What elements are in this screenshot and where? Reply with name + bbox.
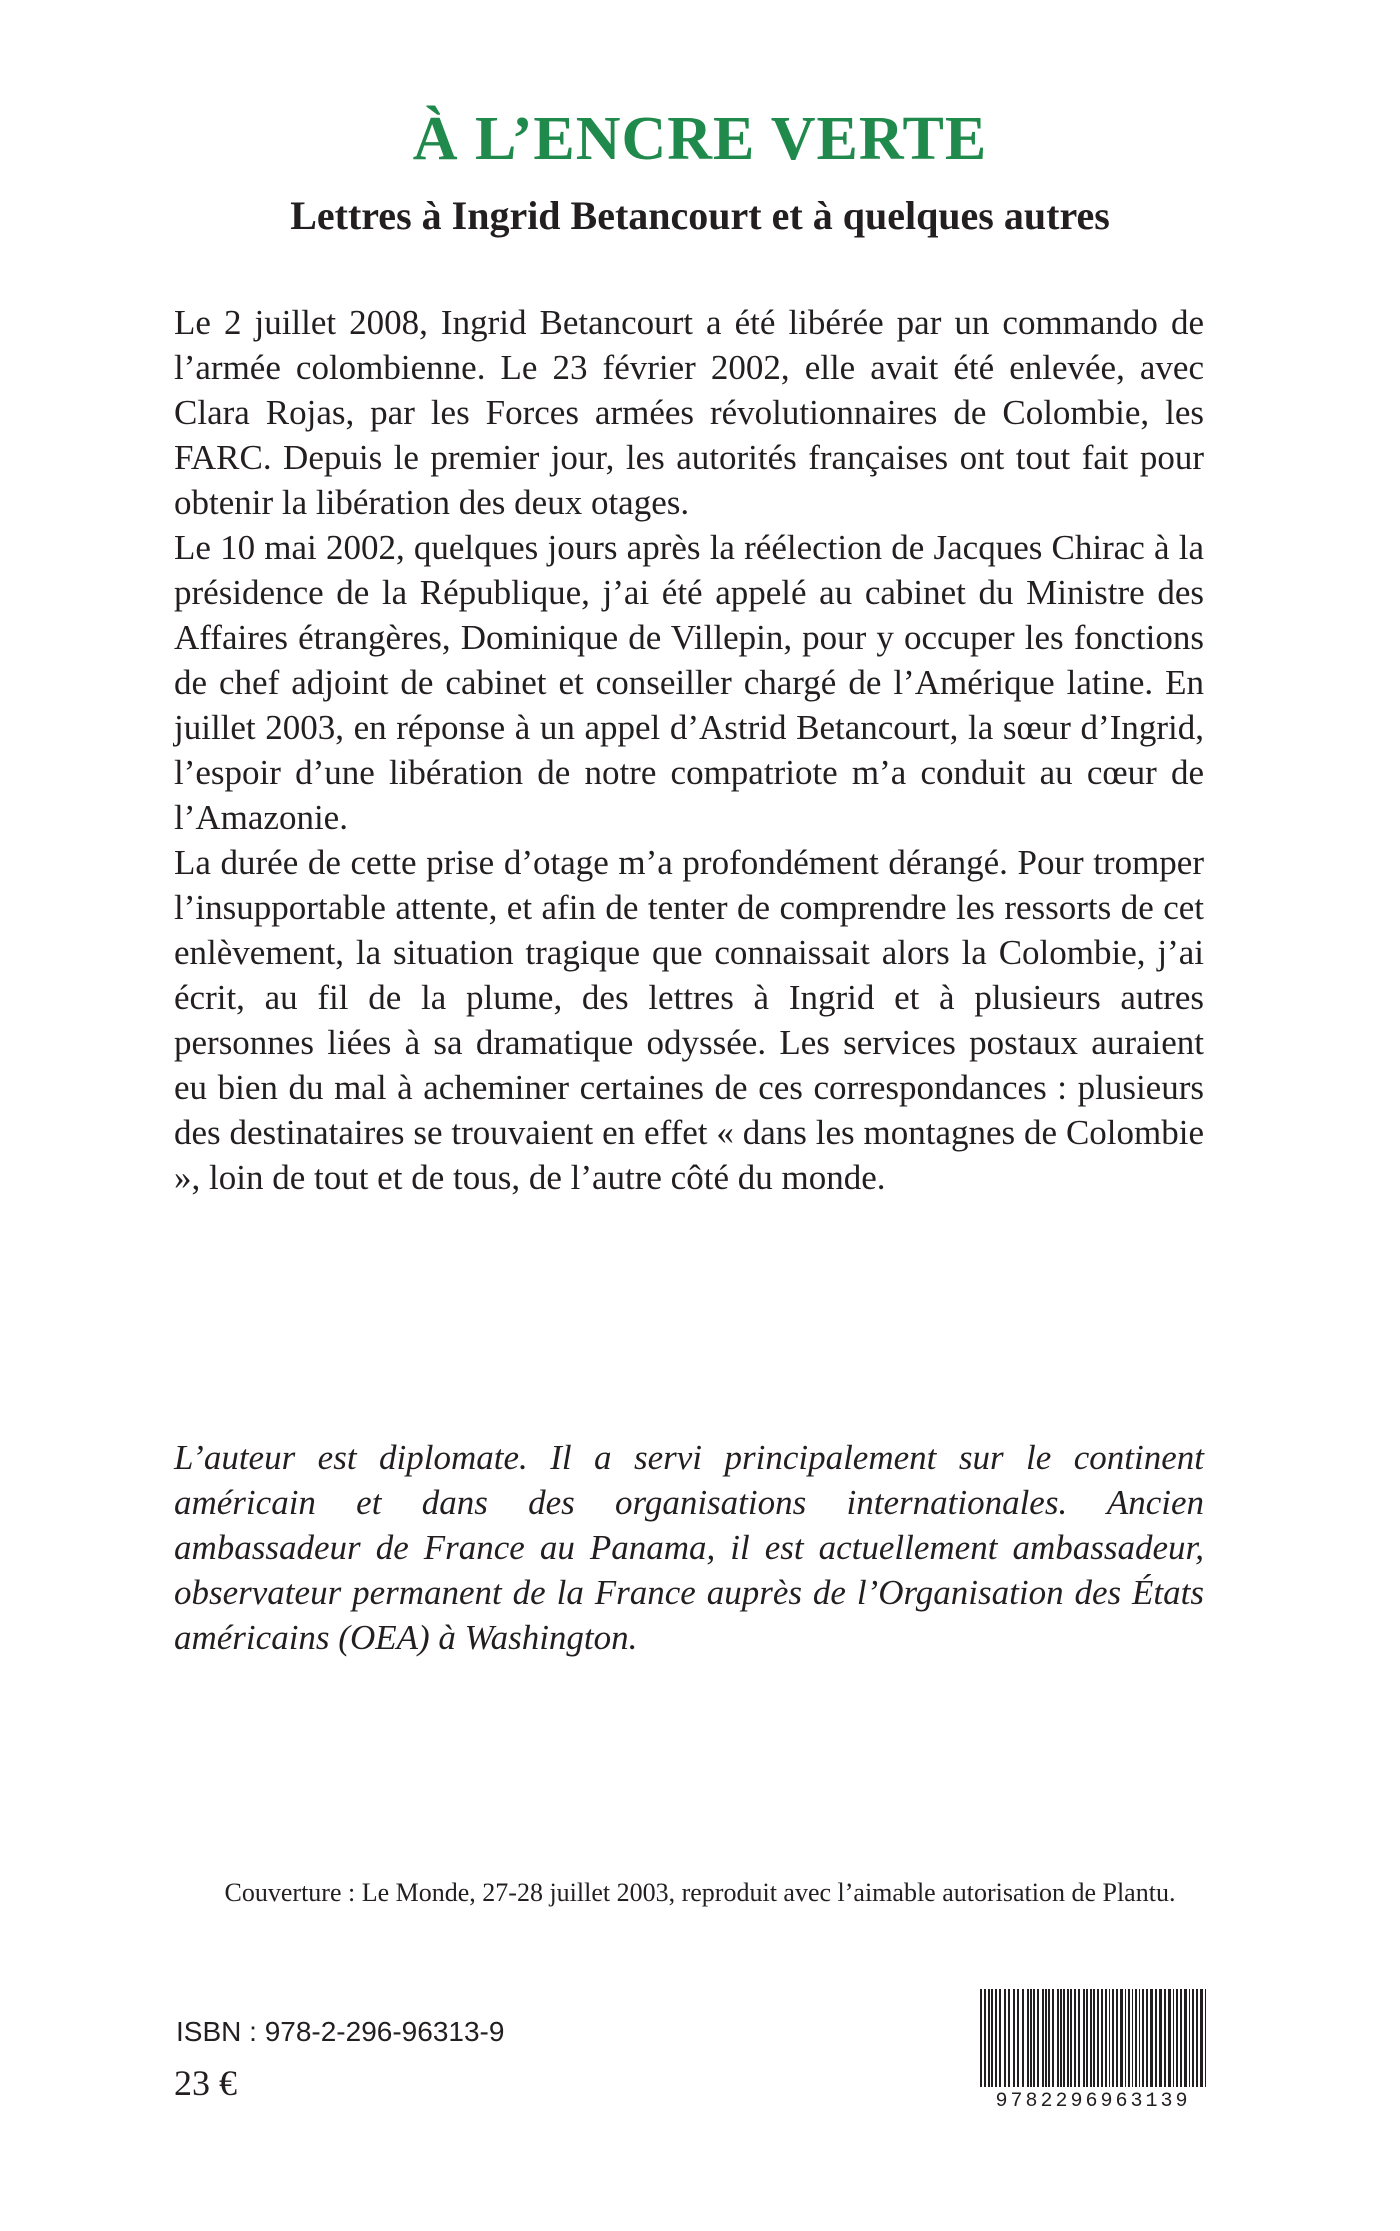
cover-credit: Couverture : Le Monde, 27-28 juillet 2003, reproduit avec l’aimable autorisation de Plantu. <box>224 1878 1176 1907</box>
barcode-bar <box>1017 1989 1019 2087</box>
barcode-bar <box>1116 1989 1118 2087</box>
barcode-bar <box>995 1989 997 2087</box>
barcode-icon <box>974 1985 1212 2103</box>
summary-paragraph-2: Le 10 mai 2002, quelques jours après la réélection de Jacques Chirac à la présidence de la République, j’ai été appelé au cabinet du Ministre des Affaires étrangères, Dominique de Villepin, pour y occuper les fonctions de chef adjoint de cabinet et conseiller chargé de l’Amérique latine. En juillet 2003, en réponse à un appel d’Astrid Betancourt, la sœur d’Ingrid, l’espoir d’une libération de notre compatriote m’a conduit au cœur de l’Amazonie. <box>174 528 1204 837</box>
barcode-bar <box>1105 1989 1107 2087</box>
barcode-bar <box>1164 1989 1166 2087</box>
barcode-bar <box>1067 1989 1069 2087</box>
barcode-bar <box>991 1989 993 2087</box>
barcode-bar <box>1083 1989 1085 2087</box>
barcode-bar <box>984 1989 986 2087</box>
barcode-bar <box>1205 1989 1206 2087</box>
barcode-bar <box>1120 1989 1123 2087</box>
barcode-bar <box>1146 1989 1148 2087</box>
barcode-bar <box>1109 1989 1110 2087</box>
barcode-bar <box>1196 1989 1198 2087</box>
barcode-bar <box>988 1989 990 2087</box>
barcode-bar <box>1132 1989 1133 2087</box>
barcode-bar <box>1052 1989 1054 2087</box>
barcode-bar <box>1200 1989 1203 2087</box>
barcode-bar <box>1139 1989 1140 2087</box>
barcode-bar <box>1022 1989 1024 2087</box>
barcode-bar <box>1180 1989 1182 2087</box>
barcode-bar <box>1150 1989 1153 2087</box>
barcode-bar <box>1048 1989 1050 2087</box>
barcode-bar <box>1037 1989 1039 2087</box>
barcode-bar <box>1176 1989 1178 2087</box>
author-bio: L’auteur est diplomate. Il a servi principalement sur le continent américain et dans des organisations internationales. Ancien ambassadeur de France au Panama, il est actuellement ambassadeur, observateur permanent de la France auprès de l’Organisation des États américains (OEA) à Washington. <box>174 1438 1204 1657</box>
barcode-bar <box>1086 1989 1088 2087</box>
barcode-bar <box>1159 1989 1162 2087</box>
barcode-bar <box>1173 1989 1174 2087</box>
barcode-bar <box>1057 1989 1059 2087</box>
book-title: À L’ENCRE VERTE <box>412 105 988 173</box>
barcode-bar <box>1074 1989 1076 2087</box>
summary-paragraph-1: Le 2 juillet 2008, Ingrid Betancourt a été libérée par un commando de l’armée colombienne. Le 23 février 2002, elle avait été enlevée, avec Clara Rojas, par les Forces armées révolutionnaires de Colombie, les FARC. Depuis le premier jour, les autorités françaises ont tout fait pour obtenir la libération des deux otages. <box>174 303 1204 522</box>
barcode-bar <box>1042 1989 1044 2087</box>
barcode-bar <box>1125 1989 1126 2087</box>
barcode-bar <box>1155 1989 1157 2087</box>
barcode-bar <box>1063 1989 1065 2087</box>
book-subtitle: Lettres à Ingrid Betancourt et à quelques autres <box>290 193 1110 238</box>
barcode-bar <box>1097 1989 1099 2087</box>
barcode-bar <box>1101 1989 1103 2087</box>
summary-paragraph-3: La durée de cette prise d’otage m’a profondément dérangé. Pour tromper l’insupportable attente, et afin de tenter de comprendre les ressorts de cet enlèvement, la situation tragique que connaissait alors la Colombie, j’ai écrit, au fil de la plume, des lettres à Ingrid et à plusieurs autres personnes liées à sa dramatique odyssée. Les services postaux auraient eu bien du mal à acheminer certaines de ces correspondances : plusieurs des destinataires se trouvaient en effet « dans les montagnes de Colombie », loin de tout et de tous, de l’autre côté du monde. <box>174 843 1204 1197</box>
barcode-bar <box>1168 1989 1171 2087</box>
barcode-bar <box>1128 1989 1130 2087</box>
barcode-bar <box>1078 1989 1080 2087</box>
barcode-bar <box>1070 1989 1072 2087</box>
barcode-bar <box>999 1989 1001 2087</box>
barcode-bar <box>1033 1989 1035 2087</box>
barcode-bar <box>1090 1989 1092 2087</box>
barcode-bar <box>1027 1989 1029 2087</box>
price: 23 € <box>174 2063 237 2103</box>
isbn: ISBN : 978-2-296-96313-9 <box>176 2016 505 2047</box>
barcode-bar <box>1030 1989 1032 2087</box>
barcode-bar <box>1184 1989 1187 2087</box>
barcode-bar <box>1060 1989 1062 2087</box>
barcode-digits: 9782296963139 <box>995 2090 1191 2113</box>
barcode-bar <box>1093 1989 1095 2087</box>
barcode-bar <box>1142 1989 1144 2087</box>
barcode-bar <box>1045 1989 1047 2087</box>
barcode-bar <box>1112 1989 1114 2087</box>
barcode-bar <box>1013 1989 1015 2087</box>
barcode-bar <box>1192 1989 1194 2087</box>
summary-text <box>174 300 1204 1200</box>
barcode-bar <box>1189 1989 1190 2087</box>
barcode-bar <box>1008 1989 1010 2087</box>
barcode-bar <box>980 1989 982 2087</box>
barcode-bar <box>1135 1989 1137 2087</box>
barcode-bar <box>1004 1989 1006 2087</box>
